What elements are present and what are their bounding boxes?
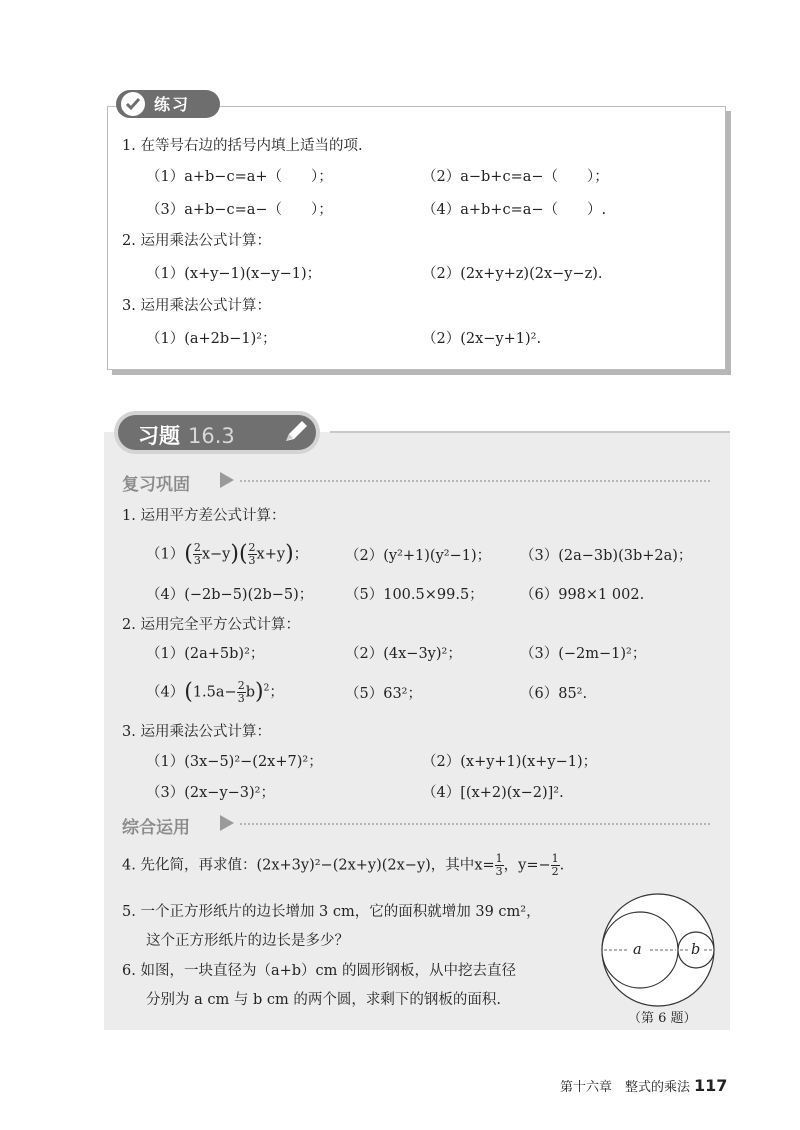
item-label: （5） [345, 686, 384, 702]
exercise-q2-stem: 2. 运用完全平方公式计算： [122, 617, 300, 633]
item-expr: 100.5×99.5； [383, 587, 484, 603]
exercises-title-label: 习题 [138, 424, 180, 448]
item-label: （4） [146, 684, 185, 701]
item-label: （6） [520, 686, 559, 702]
item-expr: (2a+5b)²； [184, 646, 265, 662]
item-label: （4） [422, 202, 461, 218]
practice-q2-item1 [146, 264, 321, 284]
exercise-q3-item4 [422, 783, 564, 803]
exercise-q5-line2: 这个正方形纸片的边长是多少？ [146, 933, 349, 949]
item-label: （2） [422, 169, 461, 185]
item-label: （2） [422, 331, 461, 347]
practice-q1-item4 [422, 200, 606, 220]
exercise-q6-line1: 6. 如图，一块直径为（a+b）cm 的圆形钢板，从中挖去直径 [122, 963, 516, 979]
item-expr: a+b+c=a−（ ）. [460, 202, 607, 218]
panel-top-rule [330, 431, 730, 433]
fraction: $\frac{1}{2}$ [551, 852, 559, 878]
item-label: （1） [146, 266, 185, 282]
item-expr: (−2b−5)(2b−5)； [184, 587, 314, 603]
pencil-icon [281, 418, 311, 450]
exercise-q1-stem: 1. 运用平方差公式计算： [122, 508, 286, 524]
exercises-number: 16.3 [188, 424, 235, 448]
exercise-q5-line1: 5. 一个正方形纸片的边长增加 3 cm，它的面积就增加 39 cm²， [122, 904, 541, 920]
item-label: （2） [422, 266, 461, 282]
exercise-q1-item6 [520, 585, 644, 605]
item-expr: 85². [558, 686, 588, 702]
item-label: （2） [345, 548, 384, 564]
figure-label-a: a [633, 942, 642, 958]
fraction: $\frac{2}{3}$ [248, 541, 256, 567]
item-expr: [(x+2)(x−2)]². [460, 785, 564, 801]
exercise-q1-item5 [345, 585, 484, 605]
item-expr: a+b−c=a−（ ）； [184, 202, 333, 218]
exercise-q3-stem: 3. 运用乘法公式计算： [122, 724, 271, 740]
exercise-q3-item1 [146, 752, 323, 772]
fraction: $\frac{1}{3}$ [495, 852, 503, 878]
item-expr: b [245, 684, 255, 701]
practice-q1-item3 [146, 200, 333, 220]
exercise-q2-item2 [345, 644, 462, 664]
item-expr: (−2m−1)²； [558, 646, 647, 662]
item-expr: (a+2b−1)²； [184, 331, 277, 347]
item-label: （1） [146, 546, 185, 563]
exercise-q1-item1: （1）( $\frac{2}{3}$ x−y)( $\frac{2}{3}$ x+y)； [146, 541, 309, 567]
item-expr: (x+y+1)(x+y−1)； [460, 754, 598, 770]
q4-text: 4. 先化简，再求值：(2x+3y)²−(2x+y)(2x−y)，其中 [122, 857, 475, 874]
page-footer [560, 1076, 727, 1095]
section-review-title: 复习巩固 [122, 475, 190, 495]
item-expr: x+y [256, 546, 286, 563]
item-label: （4） [422, 785, 461, 801]
practice-q1-item1 [146, 167, 333, 187]
exercise-q3-item2 [422, 752, 597, 772]
item-label: （3） [146, 785, 185, 801]
section-divider [240, 480, 710, 482]
practice-q3-item2 [422, 329, 541, 349]
item-expr: a−b+c=a−（ ）； [460, 169, 609, 185]
item-label: （1） [146, 646, 185, 662]
item-expr: (3x−5)²−(2x+7)²； [184, 754, 323, 770]
practice-title: 练习 [154, 95, 191, 114]
item-expr: (y²+1)(y²−1)； [383, 548, 492, 564]
section-arrow-icon [220, 472, 234, 488]
practice-q1-stem: 1. 在等号右边的括号内填上适当的项. [122, 138, 363, 154]
practice-q2-item2 [422, 264, 603, 284]
item-label: （3） [520, 548, 559, 564]
exercises-title [138, 420, 235, 450]
item-label: （5） [345, 587, 384, 603]
exercise-q4: 4. 先化简，再求值：(2x+3y)²−(2x+y)(2x−y)，其中x= $\frac{1}{3}$ ，y=− $\frac{1}{2}$ . [122, 852, 565, 878]
item-expr: (4x−3y)²； [383, 646, 462, 662]
page-number: 117 [694, 1076, 728, 1095]
item-label: （1） [146, 331, 185, 347]
item-expr: (2x−y−3)²； [184, 785, 275, 801]
exercise-q2-item4: （4）(1.5a− $\frac{2}{3}$ b)$^2$； [146, 679, 284, 705]
exercise-q2-item6 [520, 684, 587, 704]
figure-label-b: b [691, 942, 701, 958]
item-label: （6） [520, 587, 559, 603]
item-expr: 1.5a− [192, 684, 237, 701]
item-expr: (2x−y+1)². [460, 331, 542, 347]
exercise-q1-item2 [345, 546, 491, 566]
exercise-q2-item5 [345, 684, 422, 704]
item-label: （1） [146, 754, 185, 770]
section-arrow-icon [220, 815, 234, 831]
item-expr: a+b−c=a+（ ）； [184, 169, 333, 185]
section-divider [240, 823, 710, 825]
exercise-q3-item3 [146, 783, 275, 803]
item-label: （4） [146, 587, 185, 603]
exercise-q1-item4 [146, 585, 313, 605]
exercise-q2-item1 [146, 644, 264, 664]
item-expr: 998×1 002. [558, 587, 645, 603]
practice-q3-stem: 3. 运用乘法公式计算： [122, 298, 271, 314]
fraction: $\frac{2}{3}$ [193, 541, 201, 567]
practice-q2-stem: 2. 运用乘法公式计算： [122, 233, 271, 249]
item-label: （3） [520, 646, 559, 662]
fraction: $\frac{2}{3}$ [237, 679, 245, 705]
item-label: （3） [146, 202, 185, 218]
item-expr: x−y [201, 546, 231, 563]
item-expr: (2x+y+z)(2x−y−z). [460, 266, 603, 282]
practice-check-icon [121, 92, 145, 116]
exercise-q2-item3 [520, 644, 646, 664]
practice-q1-item2 [422, 167, 609, 187]
exercise-q1-item3 [520, 546, 692, 566]
item-label: （1） [146, 169, 185, 185]
practice-q3-item1 [146, 329, 277, 349]
item-expr: (x+y−1)(x−y−1)； [184, 266, 322, 282]
item-label: （2） [422, 754, 461, 770]
section-application-title: 综合运用 [122, 818, 190, 838]
item-expr: 63²； [383, 686, 422, 702]
item-label: （2） [345, 646, 384, 662]
figure-caption: （第 6 题） [628, 1011, 697, 1026]
exercise-q6-line2: 分别为 a cm 与 b cm 的两个圆，求剩下的钢板的面积. [146, 992, 501, 1008]
chapter-title: 第十六章 整式的乘法 [560, 1080, 691, 1095]
item-expr: (2a−3b)(3b+2a)； [558, 548, 693, 564]
